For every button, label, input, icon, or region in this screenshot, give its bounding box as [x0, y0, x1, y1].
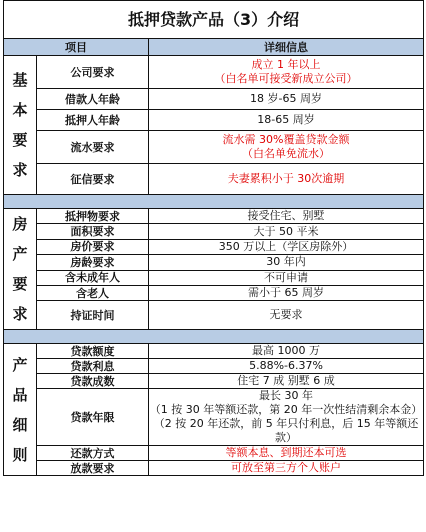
section-separator [4, 195, 424, 209]
category-char: 求 [12, 305, 28, 323]
item-value [149, 446, 424, 461]
item-label: 流水要求 [37, 131, 149, 164]
item-label: 抵押物要求 [37, 209, 149, 224]
table-row [4, 239, 424, 254]
category-char: 房 [12, 215, 28, 233]
value-line: （白名单可接受新成立公司） [214, 72, 358, 85]
item-label: 放款要求 [37, 461, 149, 476]
item-value [149, 344, 424, 359]
value-line: 需小于 65 周岁 [248, 286, 324, 300]
item-label: 借款人年龄 [37, 89, 149, 110]
table-row [4, 359, 424, 374]
value-line: 18-65 周岁 [257, 113, 315, 126]
category-char: 细 [12, 415, 28, 434]
section-separator [4, 330, 424, 344]
value-line: （白名单免流水） [242, 147, 330, 160]
item-value [149, 270, 424, 285]
value-line: 接受住宅、别墅 [247, 209, 325, 223]
value-line: 18 岁-65 周岁 [250, 92, 322, 105]
table-row [4, 446, 424, 461]
item-value [149, 56, 424, 89]
item-value [149, 374, 424, 389]
item-label: 还款方式 [37, 446, 149, 461]
item-label: 持证时间 [37, 301, 149, 330]
item-value [149, 164, 424, 195]
item-value [149, 461, 424, 476]
table-row [4, 461, 424, 476]
table-row [4, 285, 424, 300]
value-line: 不可申请 [264, 270, 308, 284]
table-row [4, 389, 424, 446]
item-value [149, 89, 424, 110]
table-row [4, 374, 424, 389]
value-line: （1 按 30 年等额还款，第 20 年一次性结清剩余本金） [149, 403, 423, 416]
value-line: 30 年内 [266, 255, 306, 269]
table-row [4, 270, 424, 285]
table-header [4, 39, 424, 56]
page-title: 抵押贷款产品（3）介绍 [4, 1, 424, 39]
item-value [149, 301, 424, 330]
category-char: 本 [12, 101, 28, 119]
value-line: 成立 1 年以上 [251, 58, 321, 71]
category-cell [4, 209, 37, 330]
item-label: 贷款年限 [37, 389, 149, 446]
value-line: 可放至第三方个人账户 [231, 461, 341, 474]
category-char: 基 [12, 71, 28, 89]
value-line: 夫妻累积小于 30次逾期 [227, 172, 345, 185]
value-line: 等额本息、到期还本可选 [225, 446, 347, 459]
product-table [3, 0, 424, 476]
table-row [4, 131, 424, 164]
item-value [149, 131, 424, 164]
category-char: 则 [12, 445, 28, 464]
table-row [4, 209, 424, 224]
table-row [4, 301, 424, 330]
item-value [149, 389, 424, 446]
value-line: （2 按 20 年还款，前 5 年只付利息，后 15 年等额还款） [153, 417, 419, 444]
table-row [4, 344, 424, 359]
item-label: 抵押人年龄 [37, 110, 149, 131]
value-line: 350 万以上（学区房除外） [218, 239, 354, 253]
value-line: 大于 50 平米 [253, 224, 319, 238]
value-line: 无要求 [269, 308, 303, 322]
item-value [149, 110, 424, 131]
item-label: 面积要求 [37, 224, 149, 239]
separator-cell [4, 195, 424, 209]
table-row [4, 110, 424, 131]
item-label: 征信要求 [37, 164, 149, 195]
item-label: 含老人 [37, 285, 149, 300]
category-cell [4, 56, 37, 195]
header-item: 项目 [4, 39, 149, 56]
item-value [149, 239, 424, 254]
item-value [149, 224, 424, 239]
table-row [4, 255, 424, 270]
table-row [4, 164, 424, 195]
table-row [4, 56, 424, 89]
value-line: 最长 30 年 [259, 389, 313, 402]
item-label: 贷款额度 [37, 344, 149, 359]
value-line: 住宅 7 成 别墅 6 成 [237, 374, 335, 387]
item-value [149, 359, 424, 374]
value-line: 最高 1000 万 [252, 344, 320, 357]
header-detail: 详细信息 [149, 39, 424, 56]
table-row [4, 224, 424, 239]
table-row [4, 89, 424, 110]
item-label: 含未成年人 [37, 270, 149, 285]
item-label: 房价要求 [37, 239, 149, 254]
item-value [149, 255, 424, 270]
category-char: 求 [12, 161, 28, 179]
item-label: 贷款成数 [37, 374, 149, 389]
category-char: 要 [12, 275, 28, 293]
category-cell [4, 344, 37, 476]
category-char: 产 [12, 245, 28, 263]
category-char: 品 [12, 385, 28, 404]
item-value [149, 285, 424, 300]
value-line: 流水需 30%覆盖贷款金额 [222, 133, 350, 146]
separator-cell [4, 330, 424, 344]
item-label: 贷款利息 [37, 359, 149, 374]
category-char: 要 [12, 131, 28, 149]
item-label: 公司要求 [37, 56, 149, 89]
value-line: 5.88%-6.37% [249, 359, 323, 372]
item-value [149, 209, 424, 224]
item-label: 房龄要求 [37, 255, 149, 270]
category-char: 产 [12, 355, 28, 374]
